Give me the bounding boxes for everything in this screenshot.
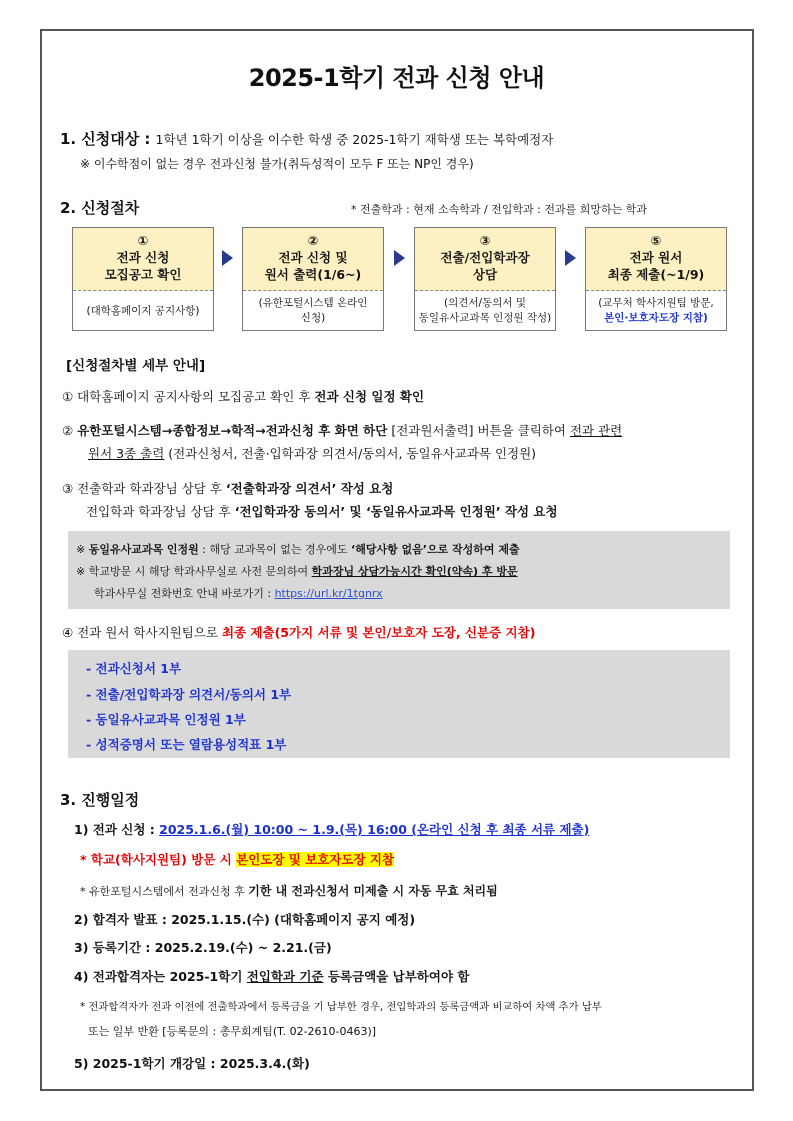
doc-item: - 전과신청서 1부	[86, 661, 182, 676]
note-1-bold: 동일유사교과목 인정원	[88, 543, 199, 556]
step-3-num: ③	[479, 233, 491, 248]
note-line-2	[76, 563, 518, 579]
note-line-1	[76, 541, 520, 557]
step-2-num: ②	[307, 233, 319, 248]
doc-item: - 전출/전입학과장 의견서/동의서 1부	[86, 687, 292, 702]
step-1-num: ①	[137, 233, 149, 248]
schedule-4-post: 등록금액을 납부하여야 함	[323, 969, 470, 984]
detail-2-underline: 전과 관련	[569, 423, 623, 438]
detail-step-2	[62, 421, 622, 439]
step-box-2	[242, 227, 384, 331]
detail-2-underline-2: 원서 3종 출력	[88, 446, 165, 461]
department-phone-link[interactable]: https://url.kr/1tgnrx	[274, 587, 383, 600]
detail-1-bold: 전과 신청 일정 확인	[314, 389, 425, 404]
note-1-bold-2: ‘해당사항 없음’으로 작성하여 제출	[351, 543, 520, 556]
step-3-sub1: (의견서/동의서 및	[444, 297, 526, 309]
schedule-1-note-2-bold: 기한 내 전과신청서 미제출 시 자동 무효 처리됨	[248, 884, 498, 898]
schedule-4-text: 4) 전과합격자는 2025-1학기	[74, 969, 247, 984]
schedule-1	[74, 820, 589, 838]
detail-3b-text: 전입학과 학과장님 상담 후	[86, 504, 235, 519]
section-3-num: 3.	[60, 791, 77, 809]
schedule-5: 5) 2025-1학기 개강일 : 2025.3.4.(화)	[74, 1056, 310, 1071]
detail-2-num: ②	[62, 423, 74, 438]
arrow-right-icon	[222, 250, 233, 266]
detail-2-bold: 유한포털시스템→종합정보→학적→전과신청 후 화면 하단	[77, 423, 388, 438]
department-note: * 전출학과 : 현재 소속학과 / 전입학과 : 전과를 희망하는 학과	[351, 203, 647, 216]
note-1-mid: : 해당 교과목이 없는 경우에도	[198, 543, 352, 556]
step-box-3	[414, 227, 556, 331]
step-1-line1: 전과 신청	[116, 250, 170, 265]
schedule-4	[74, 967, 469, 985]
schedule-1-note-2	[80, 882, 498, 899]
step-2-sub1: (유한포털시스템 온라인	[258, 297, 368, 309]
arrow-right-icon	[565, 250, 576, 266]
step-box-4	[585, 227, 727, 331]
schedule-4-underline: 전입학과 기준	[246, 969, 324, 984]
section-2-label: 신청절차	[81, 199, 140, 217]
schedule-1-note	[80, 850, 394, 868]
step-4-line1: 전과 원서	[629, 250, 683, 265]
schedule-1-note-highlight: 본인도장 및 보호자도장 지참	[236, 852, 395, 867]
step-3-sub2: 동일유사교과목 인정원 작성)	[418, 312, 552, 324]
detail-3a-bold: ‘전출학과장 의견서’ 작성 요청	[225, 481, 394, 496]
detail-3a-text: ③ 전출학과 학과장님 상담 후	[62, 481, 226, 496]
section-2-header	[60, 197, 139, 218]
section-2-num: 2.	[60, 199, 77, 217]
section-1	[60, 128, 553, 149]
doc-item: - 동일유사교과목 인정원 1부	[86, 712, 246, 727]
section-3-label: 진행일정	[81, 791, 140, 809]
detail-4-red: 최종 제출(5가지 서류 및 본인/보호자 도장, 신분증 지참)	[221, 625, 536, 640]
detail-title: [신청절차별 세부 안내]	[66, 358, 206, 374]
schedule-4-note-1: * 전과합격자가 전과 이전에 전출학과에서 등록금을 기 납부한 경우, 전입학과의 등록금액과 비교하여 차액 추가 납부	[80, 1001, 602, 1013]
schedule-1-note-2-text: * 유한포털시스템에서 전과신청 후	[80, 885, 249, 898]
note-line-3	[94, 585, 383, 601]
step-3-line2: 상담	[472, 267, 498, 282]
detail-1-text: ① 대학홈페이지 공지사항의 모집공고 확인 후	[62, 389, 315, 404]
section-1-text: 1학년 1학기 이상을 이수한 학생 중 2025-1학기 재학생 또는 복학예정자	[155, 132, 554, 147]
note-1-mark: ※	[76, 543, 89, 556]
step-2-sub2: 신청)	[300, 312, 326, 324]
step-1-sub1: (대학홈페이지 공지사항)	[86, 304, 200, 317]
schedule-4-note-2: 또는 일부 반환 [등록문의 : 총무회계팀(T. 02-2610-0463)]	[88, 1025, 377, 1038]
step-4-line2: 최종 제출(~1/9)	[607, 267, 705, 282]
detail-step-2-cont	[88, 444, 536, 462]
detail-2-rest: (전과신청서, 전출·입학과장 의견서/동의서, 동일유사교과목 인정원)	[164, 446, 537, 461]
step-1-line2: 모집공고 확인	[104, 267, 182, 282]
arrow-right-icon	[394, 250, 405, 266]
detail-step-4	[62, 623, 535, 641]
schedule-3: 3) 등록기간 : 2025.2.19.(수) ~ 2.21.(금)	[74, 940, 332, 955]
detail-step-3b	[86, 502, 558, 520]
step-box-1	[72, 227, 214, 331]
note-2-bold: 학과장님 상담가능시간 확인(약속) 후 방문	[311, 565, 518, 578]
doc-item: - 성적증명서 또는 열람용성적표 1부	[86, 737, 287, 752]
step-4-num: ⑤	[650, 233, 662, 248]
note-3-text: 학과사무실 전화번호 안내 바로가기 :	[94, 587, 275, 600]
step-3-line1: 전출/전입학과장	[440, 250, 530, 265]
section-1-label: 신청대상 :	[81, 130, 151, 148]
section-1-note: ※ 이수학점이 없는 경우 전과신청 불가(취득성적이 모두 F 또는 NP인 경우)	[80, 157, 474, 171]
detail-step-1	[62, 387, 424, 405]
detail-4-text: ④ 전과 원서 학사지원팀으로	[62, 625, 222, 640]
schedule-1-label: 1) 전과 신청 :	[74, 822, 160, 837]
step-4-sub1: (교무처 학사지원팀 방문,	[598, 297, 714, 309]
note-2-text: ※ 학교방문 시 해당 학과사무실로 사전 문의하여	[76, 565, 312, 578]
detail-3b-bold: ‘전입학과장 동의서’ 및 ‘동일유사교과목 인정원’ 작성 요청	[234, 504, 558, 519]
page-title: 2025-1학기 전과 신청 안내	[248, 64, 545, 92]
detail-2-mid: [전과원서출력] 버튼을 클릭하여	[387, 423, 570, 438]
step-4-sub2: 본인·보호자도장 지참)	[604, 312, 708, 324]
schedule-1-period: 2025.1.6.(월) 10:00 ~ 1.9.(목) 16:00 (온라인 신청 후 최종 서류 제출)	[159, 822, 590, 837]
schedule-1-note-text: * 학교(학사지원팀) 방문 시	[80, 852, 237, 867]
detail-step-3a	[62, 479, 393, 497]
section-3-header	[60, 789, 139, 810]
schedule-2: 2) 합격자 발표 : 2025.1.15.(수) (대학홈페이지 공지 예정)	[74, 912, 416, 927]
step-2-line1: 전과 신청 및	[278, 250, 348, 265]
section-1-num: 1.	[60, 130, 77, 148]
step-2-line2: 원서 출력(1/6~)	[264, 267, 362, 282]
